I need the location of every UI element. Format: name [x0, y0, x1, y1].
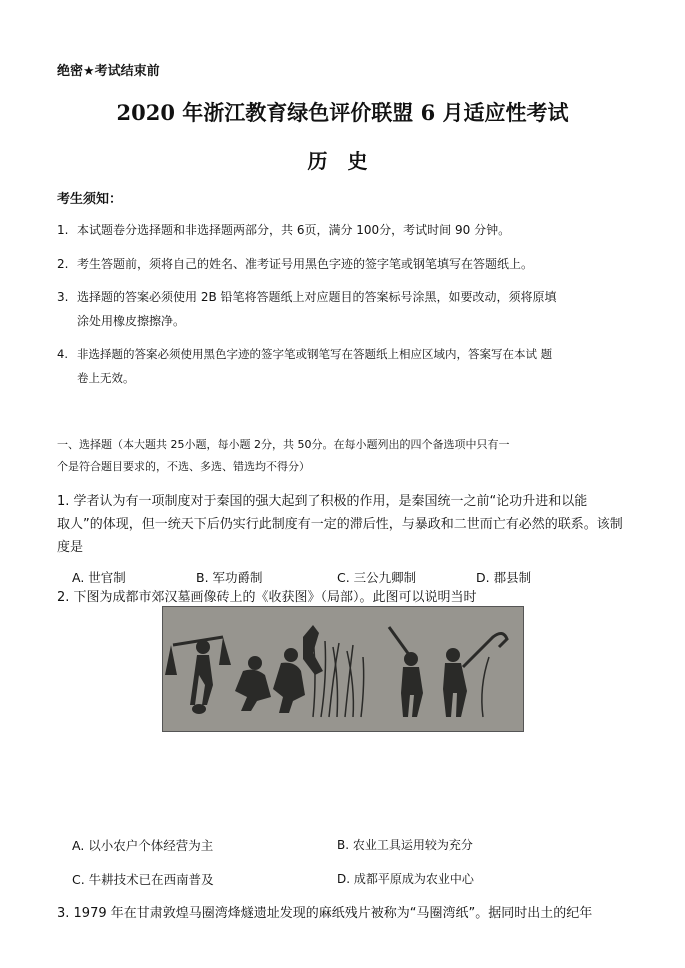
- harvest-relief-image: [162, 606, 524, 732]
- option-b: B. 农业工具运用较为充分: [337, 838, 473, 852]
- question-text: 1. 学者认为有一项制度对于秦国的强大起到了积极的作用，是秦国统一之前“论功升进和以能: [57, 494, 588, 509]
- note-text-cont: 涂处用橡皮擦擦净。: [77, 314, 186, 328]
- note-item: [57, 252, 533, 276]
- note-number: 1.: [57, 223, 69, 237]
- section-line: 一、选择题（本大题共 25小题，每小题 2分，共 50分。在每小题列出的四个备选项中只有一: [57, 438, 510, 451]
- note-text: 考生答题前，须将自己的姓名、准考证号用黑色字迹的签字笔或钢笔填写在答题纸上。: [77, 257, 534, 271]
- note-item: [57, 218, 510, 242]
- note-item: [57, 342, 552, 390]
- option-b: B. 军功爵制: [196, 570, 263, 585]
- notes-heading: 考生须知：: [57, 192, 123, 207]
- note-number: 2.: [57, 257, 69, 271]
- section-line: 个是符合题目要求的，不选、多选、错选均不得分）: [57, 460, 310, 473]
- question-text: 度是: [57, 540, 84, 555]
- question-text: 3. 1979 年在甘肃敦煌马圈湾烽燧遗址发现的麻纸残片被称为“马圈湾纸”。据同时出土的纪年: [57, 906, 593, 921]
- option-d: D. 郡县制: [476, 570, 532, 585]
- option-c: C. 三公九卿制: [337, 570, 417, 585]
- option-d: D. 成都平原成为农业中心: [337, 872, 474, 886]
- note-text: 本试题卷分选择题和非选择题两部分，共 6页，满分 100分，考试时间 90 分钟。: [77, 223, 511, 237]
- subject-title: 历史: [307, 149, 388, 173]
- question-text: 2. 下图为成都市郊汉墓画像砖上的《收获图》（局部）。此图可以说明当时: [57, 590, 477, 605]
- option-c: C. 牛耕技术已在西南普及: [72, 872, 214, 887]
- note-text-cont: 卷上无效。: [77, 371, 135, 385]
- section-heading: [57, 434, 509, 478]
- note-text: 选择题的答案必须使用 2B 铅笔将答题纸上对应题目的答案标号涂黑，如要改动，须将原填: [77, 290, 557, 304]
- option-a: A. 世官制: [72, 570, 126, 585]
- harvest-relief-drawing: [163, 607, 523, 731]
- note-text: 非选择题的答案必须使用黑色字迹的签字笔或钢笔写在答题纸上相应区域内，答案写在本试 题: [77, 347, 553, 361]
- note-item: [57, 285, 557, 333]
- question-1: [57, 490, 623, 559]
- exam-title: 2020 年浙江教育绿色评价联盟 6 月适应性考试: [116, 100, 569, 125]
- question-3: [57, 902, 592, 925]
- note-number: 3.: [57, 290, 69, 304]
- question-text: 取人”的体现，但一统天下后仍实行此制度有一定的滞后性，与暴政和二世而亡有必然的联系。该制: [57, 517, 623, 532]
- option-a: A. 以小农户个体经营为主: [72, 838, 214, 853]
- note-number: 4.: [57, 347, 68, 361]
- confidential-label: 绝密★考试结束前: [57, 64, 160, 79]
